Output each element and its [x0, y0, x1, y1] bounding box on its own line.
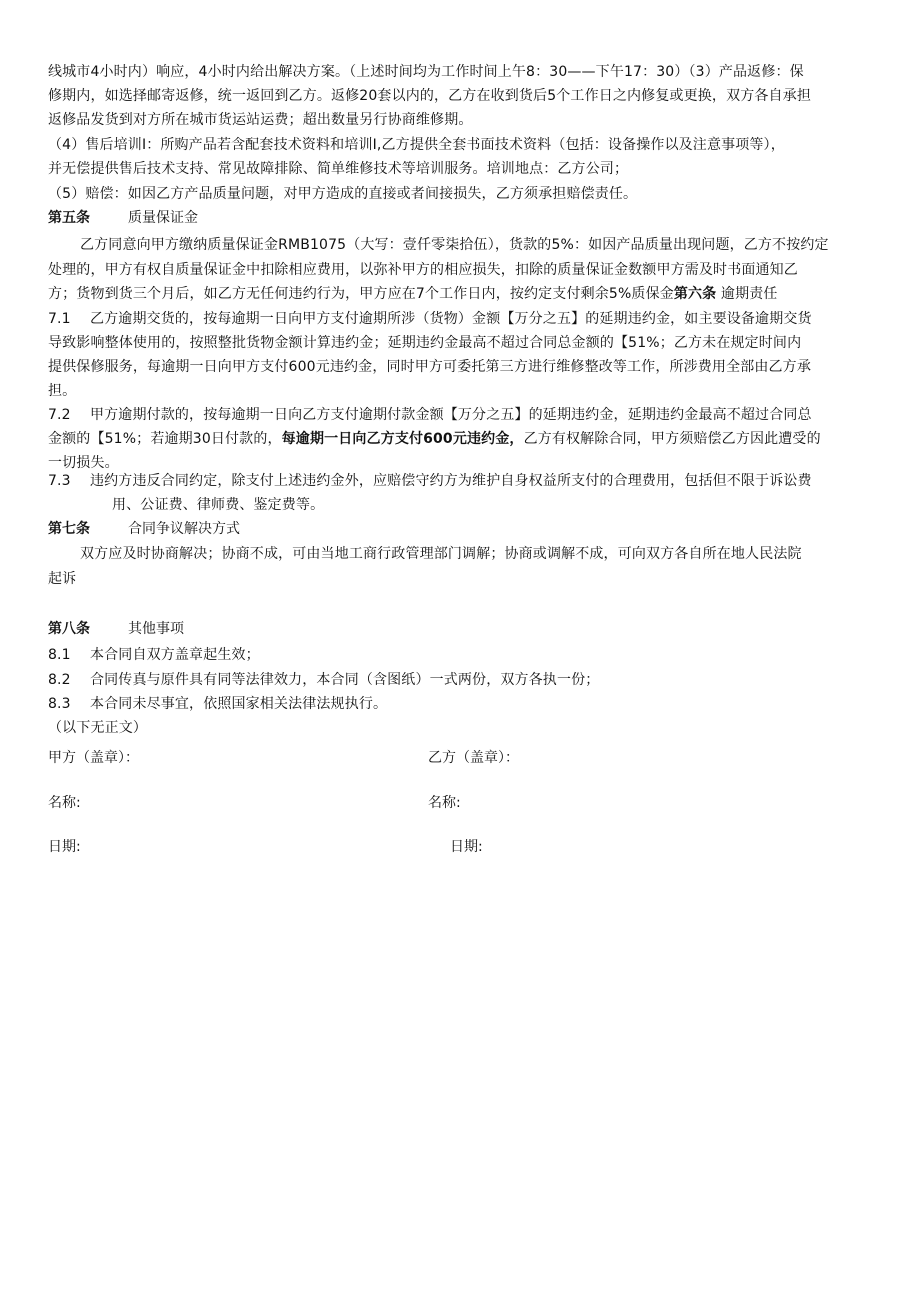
article-5-heading — [48, 207, 198, 230]
text-line: （4）售后培训I：所购产品若含配套技术资料和培训I,乙方提供全套书面技术资料（包括：设备操作以及注意事项等）， — [48, 137, 785, 153]
clause-number: 8.1 — [48, 647, 71, 663]
text-line: 处理的，甲方有权自质量保证金中扣除相应费用，以弥补甲方的相应损失，扣除的质量保证金数额甲方需及时书面通知乙 — [48, 262, 798, 278]
text-span: 金额的【51%；若逾期30日付款的， — [48, 431, 282, 447]
article-7-heading — [48, 518, 240, 541]
clause-8-1 — [48, 644, 876, 667]
article-number: 第八条 — [48, 621, 90, 637]
article-title: 其他事项 — [128, 621, 184, 637]
clause-7-2 — [48, 404, 876, 427]
text-line: 导致影响整体使用的，按照整批货物金额计算违约金；延期违约金最高不超过合同总金额的【51%；乙方未在规定时间内 — [48, 335, 802, 351]
text-line: （5）赔偿：如因乙方产品质量问题，对甲方造成的直接或者间接损失，乙方须承担赔偿责任。 — [48, 186, 638, 202]
clause-text: 合同传真与原件具有同等法律效力，本合同（含图纸）一式两份，双方各执一份； — [90, 672, 600, 688]
article-6-title: 逾期责任 — [716, 286, 778, 302]
text-line — [48, 428, 876, 451]
text-span: 方；货物到货三个月后，如乙方无任何违约行为，甲方应在7个工作日内，按约定支付剩余5%质保金 — [48, 286, 674, 302]
clause-text: 本合同未尽事宜，依照国家相关法律法规执行。 — [90, 696, 388, 712]
article-title: 合同争议解决方式 — [128, 521, 240, 537]
clause-8-2 — [48, 669, 876, 692]
text-line: 返修品发货到对方所在城市货运站运费；超出数量另行协商维修期。 — [48, 112, 473, 128]
article-number: 第七条 — [48, 521, 90, 537]
clause-number: 8.3 — [48, 696, 71, 712]
text-line: 用、公证费、律师费、鉴定费等。 — [112, 497, 325, 513]
clause-8-3 — [48, 693, 876, 716]
clause-number: 8.2 — [48, 672, 71, 688]
clause-7-1 — [48, 308, 876, 331]
clause-text: 甲方逾期付款的，按每逾期一日向乙方支付逾期付款金额【万分之五】的延期违约金，延期违约金最高不超过合同总 — [90, 407, 812, 423]
text-line — [48, 283, 876, 306]
clause-number: 7.2 — [48, 407, 71, 423]
article-number: 第五条 — [48, 210, 90, 226]
text-line: 起诉 — [48, 571, 77, 587]
party-b-seal-label: 乙方（盖章）： — [428, 750, 519, 766]
clause-text: 违约方违反合同约定，除支付上述违约金外，应赔偿守约方为维护自身权益所支付的合理费用，包括但不限于诉讼费 — [90, 473, 812, 489]
party-a-name-label: 名称: — [48, 795, 81, 811]
article-8-heading — [48, 618, 184, 641]
article-6-number: 第六条 — [673, 286, 717, 302]
party-b-name-label: 名称: — [428, 795, 461, 811]
text-line: 线城市4小时内）响应，4小时内给出解决方案。（上述时间均为工作时间上午8：30——下午17：30）（3）产品返修：保 — [48, 64, 804, 80]
text-span: 乙方有权解除合同，甲方须赔偿乙方因此遭受的 — [523, 431, 821, 447]
text-line: 提供保修服务，每逾期一日向甲方支付600元违约金，同时甲方可委托第三方进行维修整改等工作，所涉费用全部由乙方承 — [48, 359, 811, 375]
party-a-date-label: 日期: — [48, 839, 81, 855]
text-line: 一切损失。 — [48, 455, 119, 471]
text-line: 担。 — [48, 383, 77, 399]
clause-number: 7.3 — [48, 473, 71, 489]
text-line: 修期内，如选择邮寄返修，统一返回到乙方。返修20套以内的，乙方在收到货后5个工作日之内修复或更换，双方各自承担 — [48, 88, 811, 104]
end-of-text-note: （以下无正文） — [48, 720, 148, 736]
clause-text: 本合同自双方盖章起生效； — [90, 647, 260, 663]
bold-text: 每逾期一日向乙方支付600元违约金， — [281, 431, 524, 447]
party-a-seal-label: 甲方（盖章）： — [48, 750, 139, 766]
text-line: 双方应及时协商解决；协商不成，可由当地工商行政管理部门调解；协商或调解不成，可向双方各自所在地人民法院 — [80, 546, 802, 562]
party-b-date-label: 日期: — [450, 839, 483, 855]
text-line: 乙方同意向甲方缴纳质量保证金RMB1075（大写：壹仟零柒拾伍），货款的5%：如因产品质量出现问题，乙方不按约定 — [80, 237, 829, 253]
clause-number: 7.1 — [48, 311, 71, 327]
clause-7-3 — [48, 470, 876, 493]
text-line: 并无偿提供售后技术支持、常见故障排除、简单维修技术等培训服务。培训地点：乙方公司； — [48, 161, 629, 177]
clause-text: 乙方逾期交货的，按每逾期一日向甲方支付逾期所涉（货物）金额【万分之五】的延期违约金，如主要设备逾期交货 — [90, 311, 812, 327]
article-title: 质量保证金 — [128, 210, 198, 226]
